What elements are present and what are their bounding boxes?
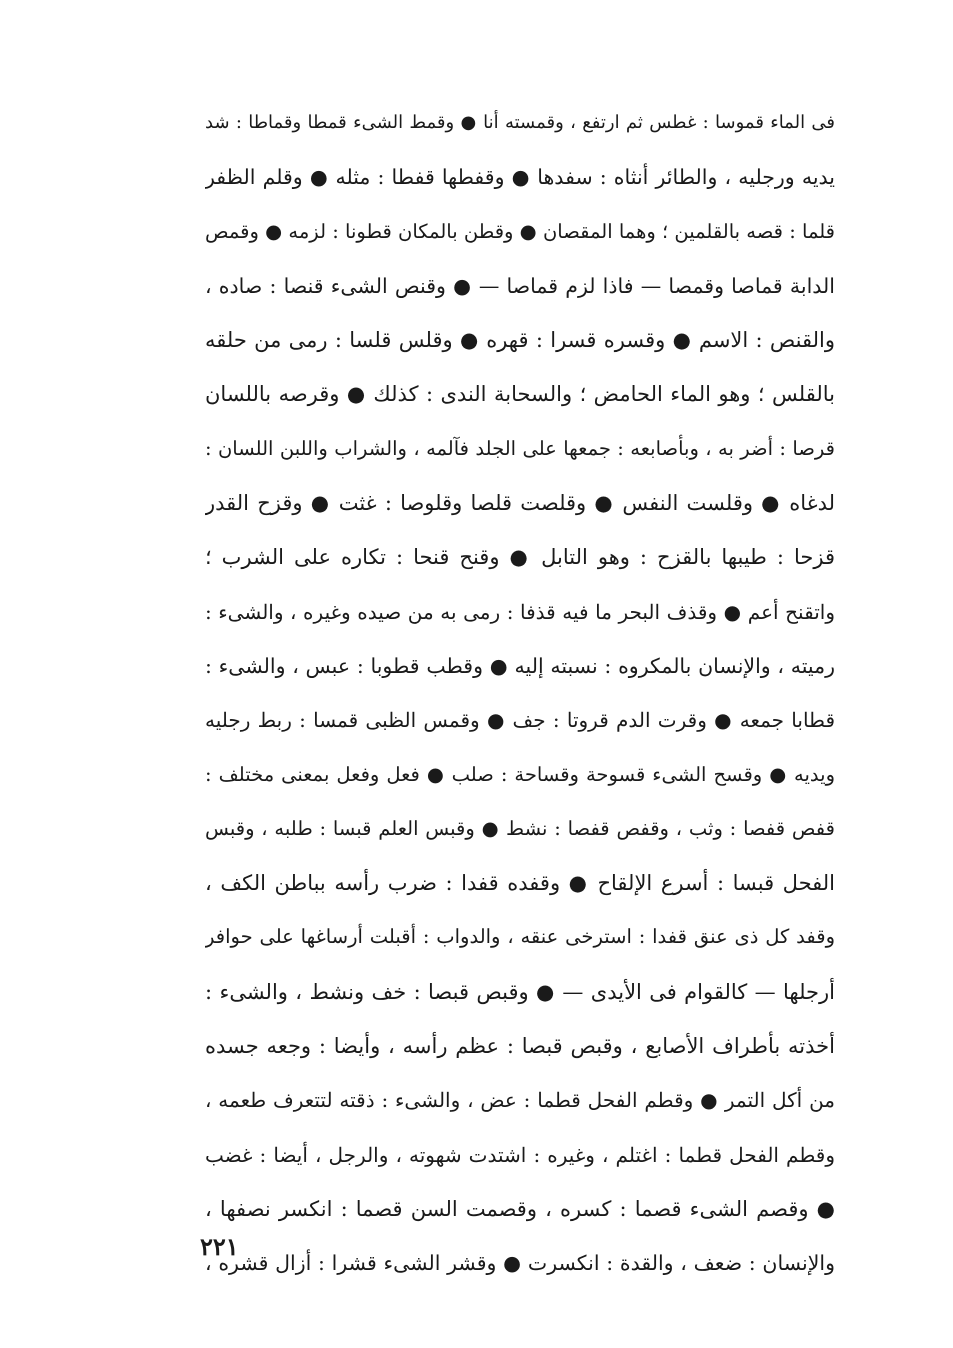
text-line: قزحا : طيبها بالقزح : وهو التابل ● وقنح قنحا : تكاره على الشرب ؛ xyxy=(205,545,835,570)
text-line: والقنص : الاسم ● وقسره قسرا : قهره ● وقلس قلسا : رمى من حلقه xyxy=(205,328,835,353)
text-line: بالقلس ؛ وهو الماء الحامض ؛ والسحابة الندى : كذلك ● وقرصه باللسان xyxy=(205,382,835,407)
text-line: أرجلها — كالقوام فى الأيدى — ● وقبص قبصا : خف ونشط ، والشىء : xyxy=(205,979,835,1004)
text-line: ● وقصم الشىء قصما : كسره ، وقصمت السن قصما : انكسر نصفها ، xyxy=(205,1196,835,1221)
text-line: واتقنح أعم ● وقذف البحر ما فيه قذفا : رمى به من صيده وغيره ، والشىء : xyxy=(205,599,835,624)
text-line: لدغاه ● وقلست النفس ● وقلصت قلصا وقلوصا : غثت ● وقزح القدر xyxy=(205,491,835,516)
text-line: والإنسان : ضعف ، والقدة : انكسرت ● وقشر الشىء قشرا : أزال قشره ، xyxy=(205,1251,835,1276)
page-number: ٢٢١ xyxy=(200,1232,239,1261)
text-line: قرصا : أضر به ، وبأصابعه : جمعها على الجلد فآلمه ، والشراب واللبن اللسان : xyxy=(205,436,835,460)
text-line: ويديه ● وقسح الشىء قسوحة وقساحة : صلب ● فعل وفعل بمعنى مختلف : xyxy=(205,762,835,786)
text-line: قفص قفصا : وثب ، وقفص قفصا : نشط ● وقبس العلم قبسا : طلبه ، وقبس xyxy=(205,816,835,840)
text-line: وقفد كل ذى عنق قفدا : استرخى عنقه ، والدواب : أقبلت أرساغها على حوافر xyxy=(205,925,835,949)
text-line: الدابة قماصا وقمصا — فاذا لزم قماصا — ● وقنص الشىء قنصا : صاده ، xyxy=(205,273,835,298)
text-line: قطابا جمعه ● وقرت الدم قروتا : جف ● وقمس الظبى قمسا : ربط رجليه xyxy=(205,708,835,733)
text-line: رميته ، والإنسان بالمكروه : نسبته إليه ● وقطب قطوبا : عبس ، والشىء : xyxy=(205,653,835,678)
text-line: من أكل التمر ● وقطم الفحل قطما : عض ، والشىء : ذقته لتتعرف طعمه ، xyxy=(205,1088,835,1113)
text-line: يديه ورجليه ، والطائر أنثاه : سفدها ● وقفطها قفطا : مثله ● وقلم الظفر xyxy=(205,165,835,190)
text-line: وقطم الفحل قطما : اغتلم ، وغيره : اشتدت شهوته ، والرجل ، أيضا : غضب xyxy=(205,1142,835,1167)
text-line: قلما : قصه بالقلمين ؛ وهما المقصان ● وقطن بالمكان قطونا : لزمه ● وقمص xyxy=(205,219,835,243)
text-line: الفحل قبسا : أسرع الإلقاح ● وقفده قفدا : ضرب رأسه بباطن الكف ، xyxy=(205,871,835,896)
text-line: فى الماء قموسا : غطس ثم ارتفع ، وقمسته أنا ● وقمط الشىء قمطا وقماطا : شد xyxy=(205,112,835,133)
body-text xyxy=(205,96,835,1291)
text-line: أخذته بأطراف الأصابع ، وقبص قبصا : عظم رأسه ، وأيضا : وجعه جسده xyxy=(205,1034,835,1059)
